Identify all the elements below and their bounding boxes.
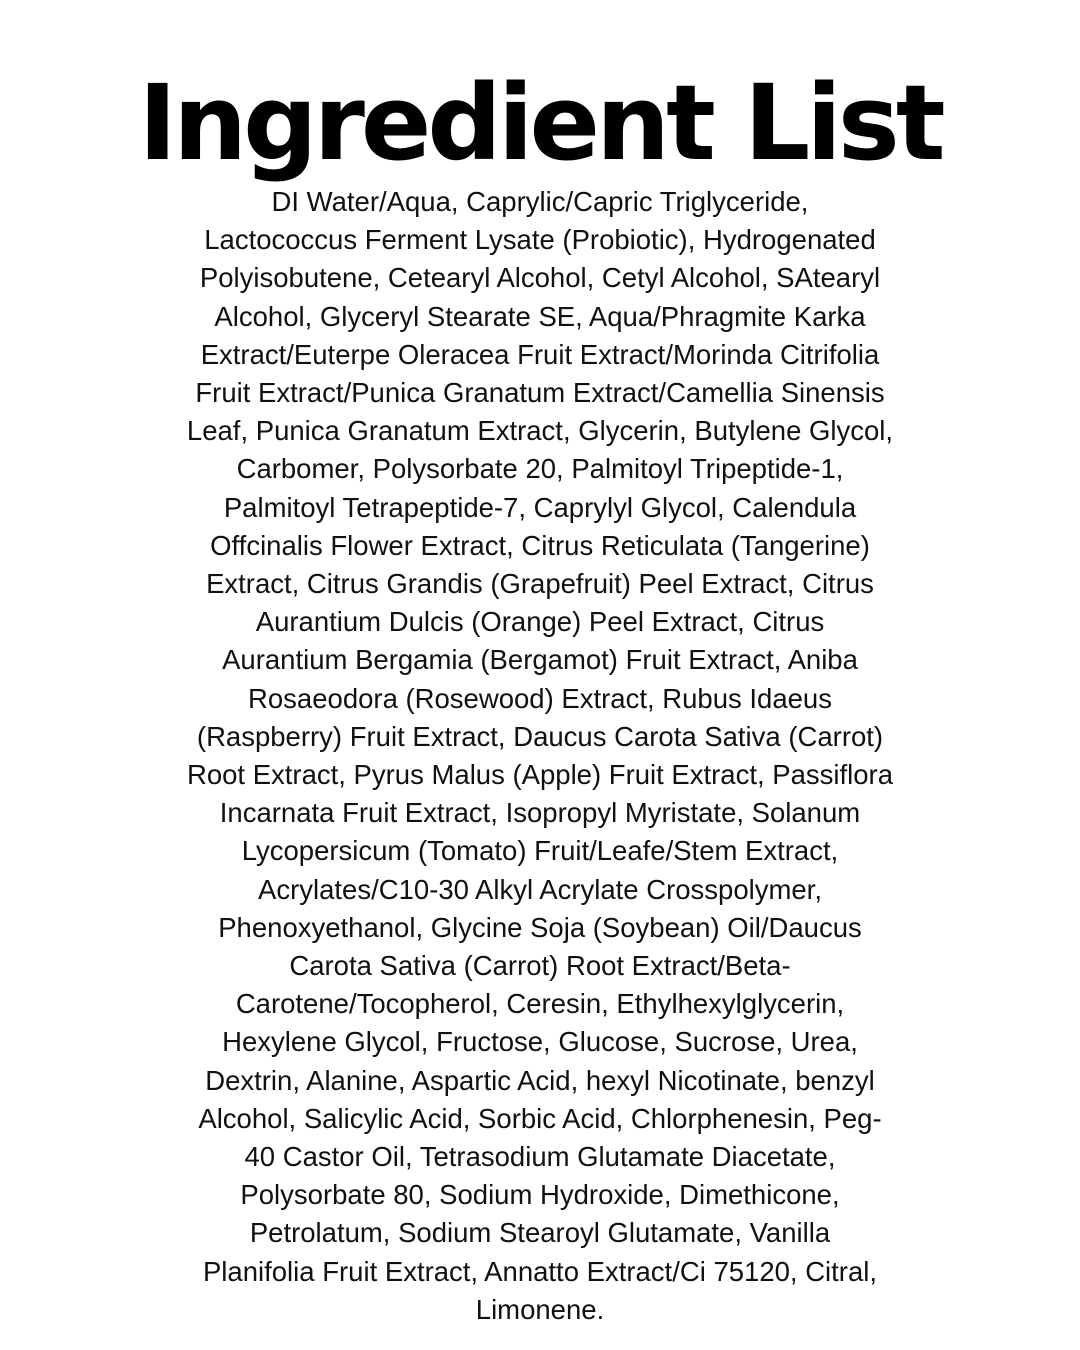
- page-title: Ingredient List: [138, 62, 942, 184]
- ingredient-list-text: DI Water/Aqua, Caprylic/Capric Triglyceride, Lactococcus Ferment Lysate (Probiotic), Hydrogenated Polyisobutene, Cetearyl Alcohol, Cetyl Alcohol, SAtearyl Alcohol, Glyceryl Stearate SE, Aqua/Phragmite Karka Extract/Euterpe Oleracea Fruit Extract/Morinda Citrifolia Fruit Extract/Punica Granatum Extract/Camellia Sinensis Leaf, Punica Granatum Extract, Glycerin, Butylene Glycol, Carbomer, Polysorbate 20, Palmitoyl Tripeptide-1, Palmitoyl Tetrapeptide-7, Caprylyl Glycol, Calendula Offcinalis Flower Extract, Citrus Reticulata (Tangerine) Extract, Citrus Grandis (Grapefruit) Peel Extract, Citrus Aurantium Dulcis (Orange) Peel Extract, Citrus Aurantium Bergamia (Bergamot) Fruit Extract, Aniba Rosaeodora (Rosewood) Extract, Rubus Idaeus (Raspberry) Fruit Extract, Daucus Carota Sativa (Carrot) Root Extract, Pyrus Malus (Apple) Fruit Extract, Passiflora Incarnata Fruit Extract, Isopropyl Myristate, Solanum Lycopersicum (Tomato) Fruit/Leafe/Stem Extract, Acrylates/C10-30 Alkyl Acrylate Crosspolymer, Phenoxyethanol, Glycine Soja (Soybean) Oil/Daucus Carota Sativa (Carrot) Root Extract/Beta- Carotene/Tocopherol, Ceresin, Ethylhexylglycerin, Hexylene Glycol, Fructose, Glucose, Sucrose, Urea, Dextrin, Alanine, Aspartic Acid, hexyl Nicotinate, benzyl Alcohol, Salicylic Acid, Sorbic Acid, Chlorphenesin, Peg- 40 Castor Oil, Tetrasodium Glutamate Diacetate, Polysorbate 80, Sodium Hydroxide, Dimethicone, Petrolatum, Sodium Stearoyl Glutamate, Vanilla Planifolia Fruit Extract, Annatto Extract/Ci 75120, Citral, Limonene.: [186, 186, 894, 1325]
